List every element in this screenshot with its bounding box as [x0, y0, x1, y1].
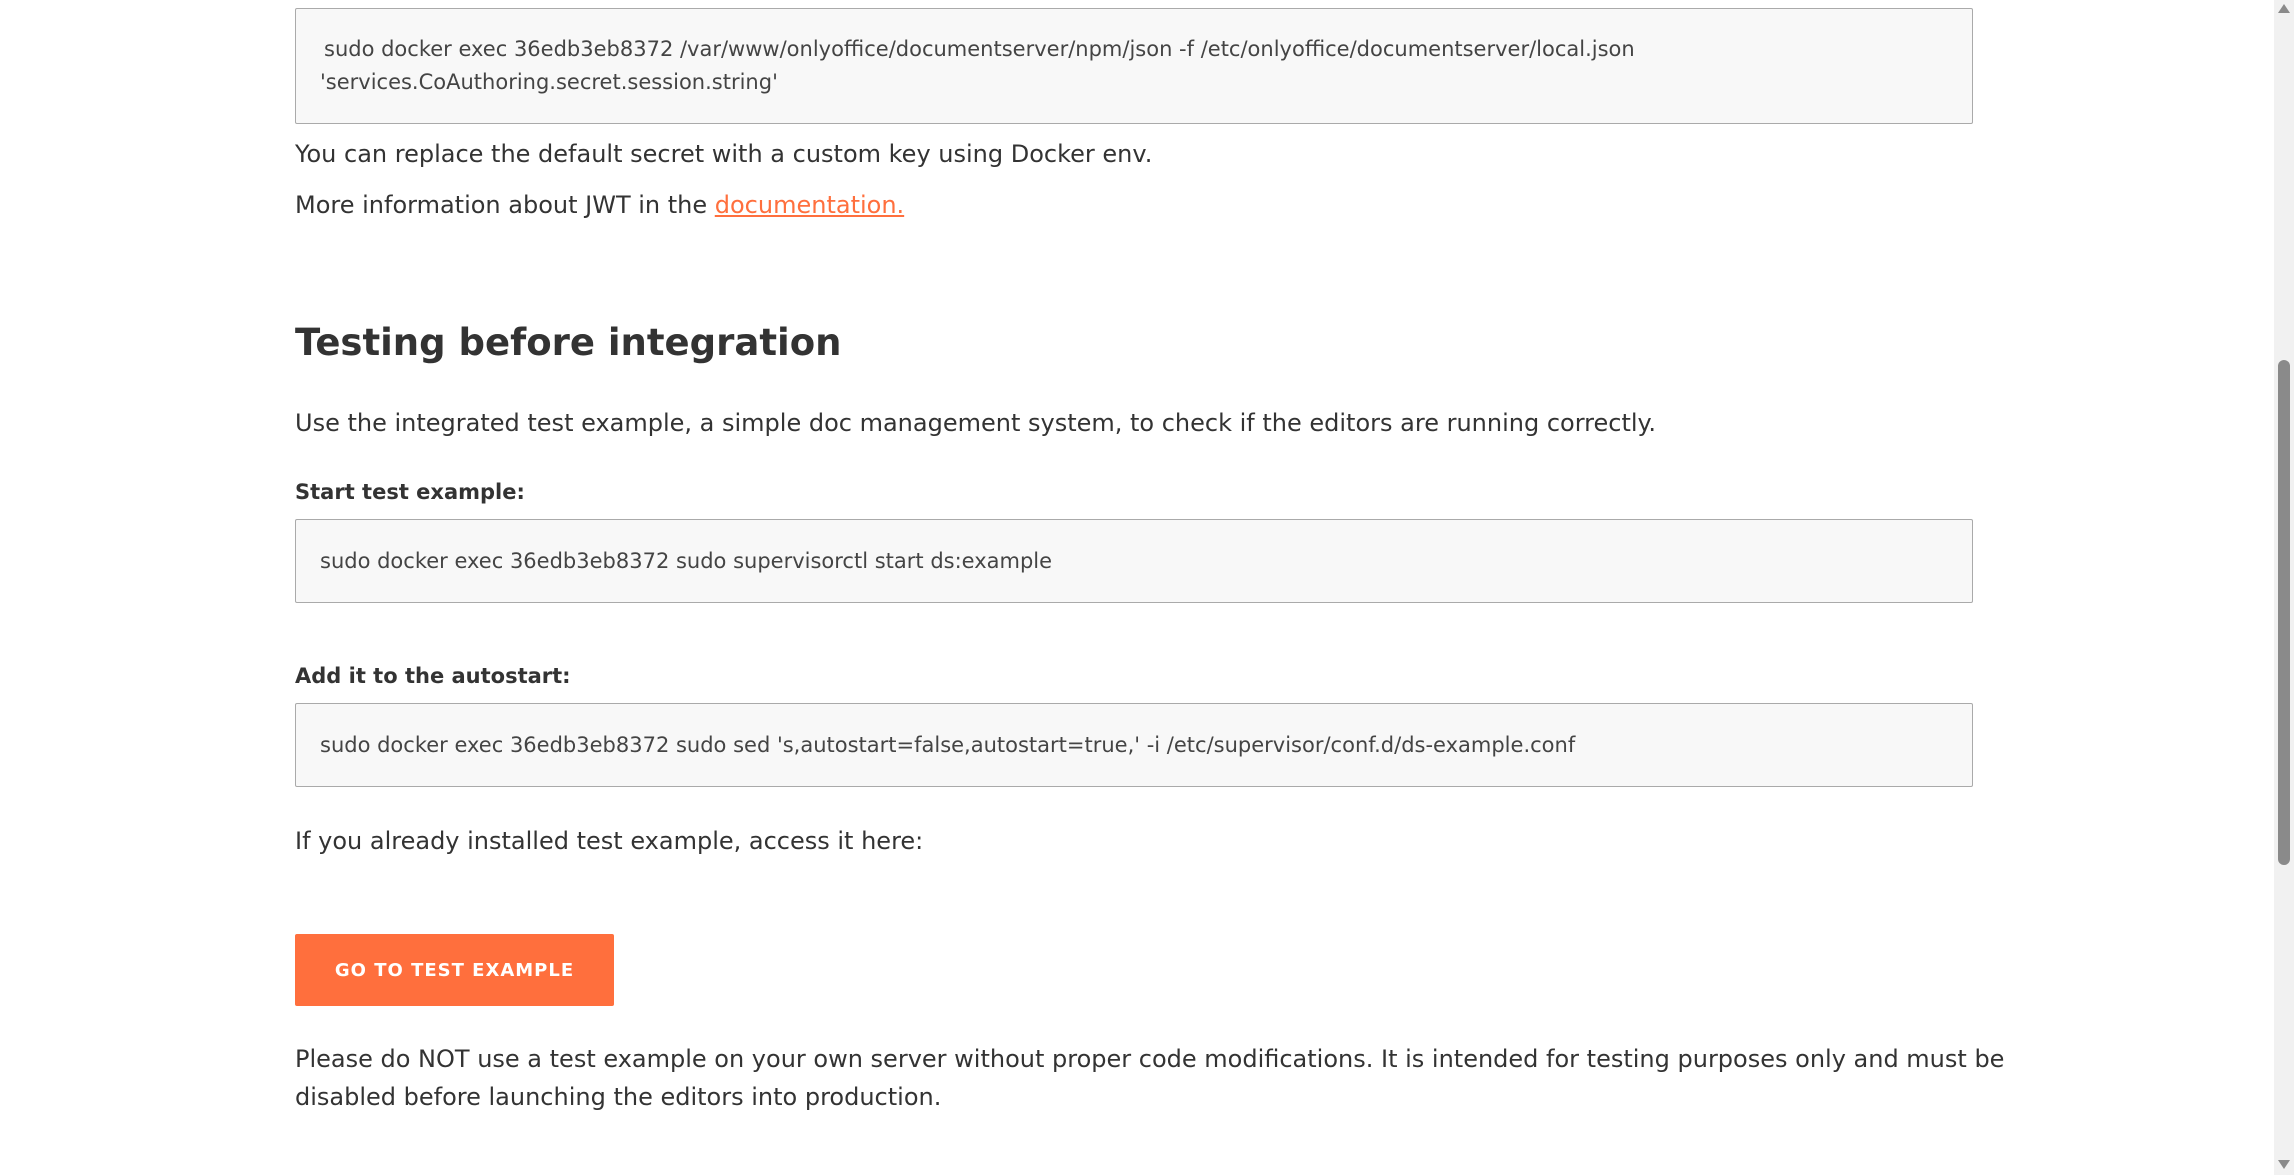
jwt-command-box[interactable] [295, 8, 1973, 124]
documentation-link[interactable]: documentation. [714, 191, 905, 219]
autostart-command: sudo docker exec 36edb3eb8372 sudo sed 's,autostart=false,autostart=true,' -i /etc/supervisor/conf.d/ds-example.conf [320, 733, 1576, 757]
more-info-prefix: More information about JWT in the [295, 191, 715, 219]
warning-line-1: Please do NOT use a test example on your own server without proper code modifications. It is intended for testing purposes only and must be [295, 1045, 2005, 1073]
start-test-label: Start test example: [295, 480, 525, 504]
replace-secret-text: You can replace the default secret with a custom key using Docker env. [295, 140, 1153, 168]
triangle-down-icon[interactable] [2278, 1160, 2290, 1169]
triangle-up-icon[interactable] [2278, 4, 2290, 13]
start-command: sudo docker exec 36edb3eb8372 sudo supervisorctl start ds:example [320, 549, 1053, 573]
scrollbar-thumb[interactable] [2278, 360, 2290, 865]
testing-heading: Testing before integration [295, 321, 842, 364]
testing-description: Use the integrated test example, a simple doc management system, to check if the editors are running correctly. [295, 409, 1656, 437]
warning-line-2: disabled before launching the editors into production. [295, 1083, 942, 1111]
autostart-label: Add it to the autostart: [295, 664, 571, 688]
go-to-test-example-button[interactable]: GO TO TEST EXAMPLE [295, 934, 614, 1006]
jwt-command-line-2: 'services.CoAuthoring.secret.session.string' [320, 70, 778, 94]
start-command-box[interactable] [295, 519, 1973, 603]
jwt-command-line-1: sudo docker exec 36edb3eb8372 /var/www/onlyoffice/documentserver/npm/json -f /etc/onlyoffice/documentserver/local.json [324, 37, 1635, 61]
jwt-more-info [295, 191, 904, 219]
access-text: If you already installed test example, access it here: [295, 827, 924, 855]
autostart-command-box[interactable] [295, 703, 1973, 787]
